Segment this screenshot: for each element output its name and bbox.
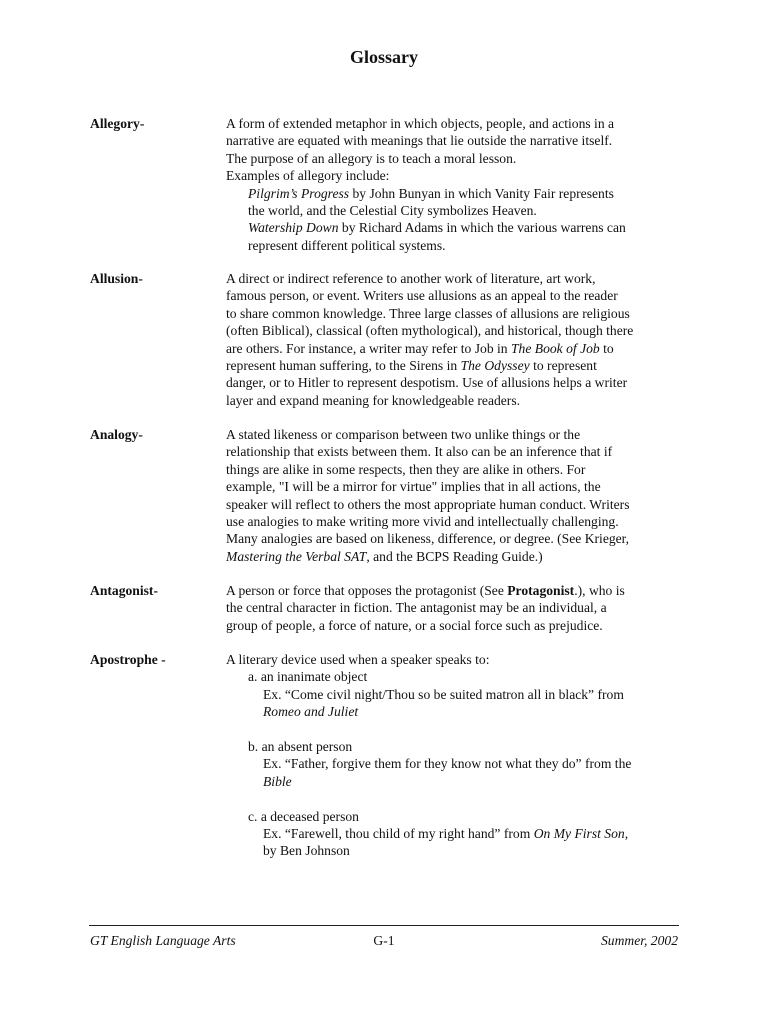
footer-course-name: GT English Language Arts xyxy=(90,933,236,948)
example-line: Ex. “Father, forgive them for they know not what they do” from the xyxy=(263,756,632,772)
example-line: represent different political systems. xyxy=(248,237,446,253)
spacer xyxy=(226,721,686,738)
work-title: Pilgrim’s Progress xyxy=(248,185,350,201)
list-item-label: a. an inanimate object xyxy=(248,669,368,685)
term-antagonist: Antagonist- xyxy=(90,583,158,598)
example-line xyxy=(226,825,686,842)
definition-line: speaker will reflect to others the most appropriate human conduct. Writers xyxy=(226,496,630,512)
definition-line: narrative are equated with meanings that lie outside the narrative itself. xyxy=(226,133,613,149)
definition-text: , and the BCPS Reading Guide.) xyxy=(366,548,543,564)
work-title: Mastering the Verbal SAT xyxy=(226,548,367,564)
definition-line: group of people, a force of nature, or a social force such as prejudice. xyxy=(226,617,603,633)
definition-line xyxy=(226,582,686,599)
example-text: by John Bunyan in which Vanity Fair represents xyxy=(349,185,614,201)
definition-line: example, "I will be a mirror for virtue" implies that in all actions, the xyxy=(226,479,601,495)
definition-line xyxy=(226,548,686,565)
example-line xyxy=(226,219,686,236)
definition-line: The purpose of an allegory is to teach a moral lesson. xyxy=(226,150,517,166)
term-allegory: Allegory- xyxy=(90,116,145,131)
definition-line: A stated likeness or comparison between two unlike things or the xyxy=(226,427,581,442)
example-line xyxy=(226,703,686,720)
work-title: The Odyssey xyxy=(460,358,530,374)
term-allusion: Allusion- xyxy=(90,271,143,286)
definition-line: to share common knowledge. Three large classes of allusions are religious xyxy=(226,305,630,321)
example-line: Ex. “Come civil night/Thou so be suited matron all in black” from xyxy=(263,686,624,702)
definition-text: are others. For instance, a writer may refer to Job in xyxy=(226,340,511,356)
page-title: Glossary xyxy=(349,47,418,67)
definition-line: A literary device used when a speaker speaks to: xyxy=(226,652,490,667)
work-title: Romeo and Juliet xyxy=(263,704,359,720)
definition-line: (often Biblical), classical (often mythological), and historical, though there xyxy=(226,323,634,339)
spacer xyxy=(226,790,686,807)
list-item-label: b. an absent person xyxy=(248,739,353,755)
term-analogy: Analogy- xyxy=(90,427,143,442)
example-text: , xyxy=(624,826,629,842)
list-item-label: c. a deceased person xyxy=(248,808,359,824)
definition-apostrophe xyxy=(226,651,686,860)
work-title: Watership Down xyxy=(248,220,339,236)
definition-line: Many analogies are based on likeness, difference, or degree. (See Krieger, xyxy=(226,531,630,547)
definition-text: A person or force that opposes the protagonist (See xyxy=(226,583,508,598)
cross-reference: Protagonist xyxy=(507,583,575,598)
definition-text: to represent xyxy=(529,358,597,374)
example-line: by Ben Johnson xyxy=(263,843,350,859)
definition-text: .), who is xyxy=(574,583,625,598)
definition-line: famous person, or event. Writers use allusions as an appeal to the reader xyxy=(226,288,618,304)
definition-line: A form of extended metaphor in which objects, people, and actions in a xyxy=(226,116,615,131)
definition-line: layer and expand meaning for knowledgeable readers. xyxy=(226,392,521,408)
definition-line xyxy=(226,340,686,357)
definition-analogy xyxy=(226,426,686,565)
work-title: The Book of Job xyxy=(511,340,600,356)
example-line: the world, and the Celestial City symbolizes Heaven. xyxy=(248,203,537,219)
work-title: On My First Son xyxy=(533,826,625,842)
example-line xyxy=(226,773,686,790)
term-apostrophe: Apostrophe - xyxy=(90,652,166,667)
footer-page-number: G-1 xyxy=(373,933,395,948)
definition-allusion xyxy=(226,270,686,409)
definition-line: use analogies to make writing more vivid and intellectually challenging. xyxy=(226,514,619,530)
definition-antagonist xyxy=(226,582,686,634)
footer-date: Summer, 2002 xyxy=(600,933,678,948)
definition-line: danger, or to Hitler to represent despotism. Use of allusions helps a writer xyxy=(226,375,628,391)
definition-text: represent human suffering, to the Sirens in xyxy=(226,358,461,374)
example-line xyxy=(226,185,686,202)
work-title: Bible xyxy=(263,773,292,789)
definition-line: A direct or indirect reference to another work of literature, art work, xyxy=(226,271,596,286)
definition-line xyxy=(226,357,686,374)
example-text: Ex. “Farewell, thou child of my right hand” from xyxy=(263,826,534,842)
definition-text: to xyxy=(599,340,614,356)
footer-divider xyxy=(89,925,679,926)
definition-allegory xyxy=(226,115,686,254)
definition-line: Examples of allegory include: xyxy=(226,168,390,184)
example-text: by Richard Adams in which the various warrens can xyxy=(338,220,626,236)
definition-line: relationship that exists between them. It also can be an inference that if xyxy=(226,444,613,460)
definition-line: things are alike in some respects, then they are alike in others. For xyxy=(226,461,586,477)
definition-line: the central character in fiction. The antagonist may be an individual, a xyxy=(226,600,607,616)
